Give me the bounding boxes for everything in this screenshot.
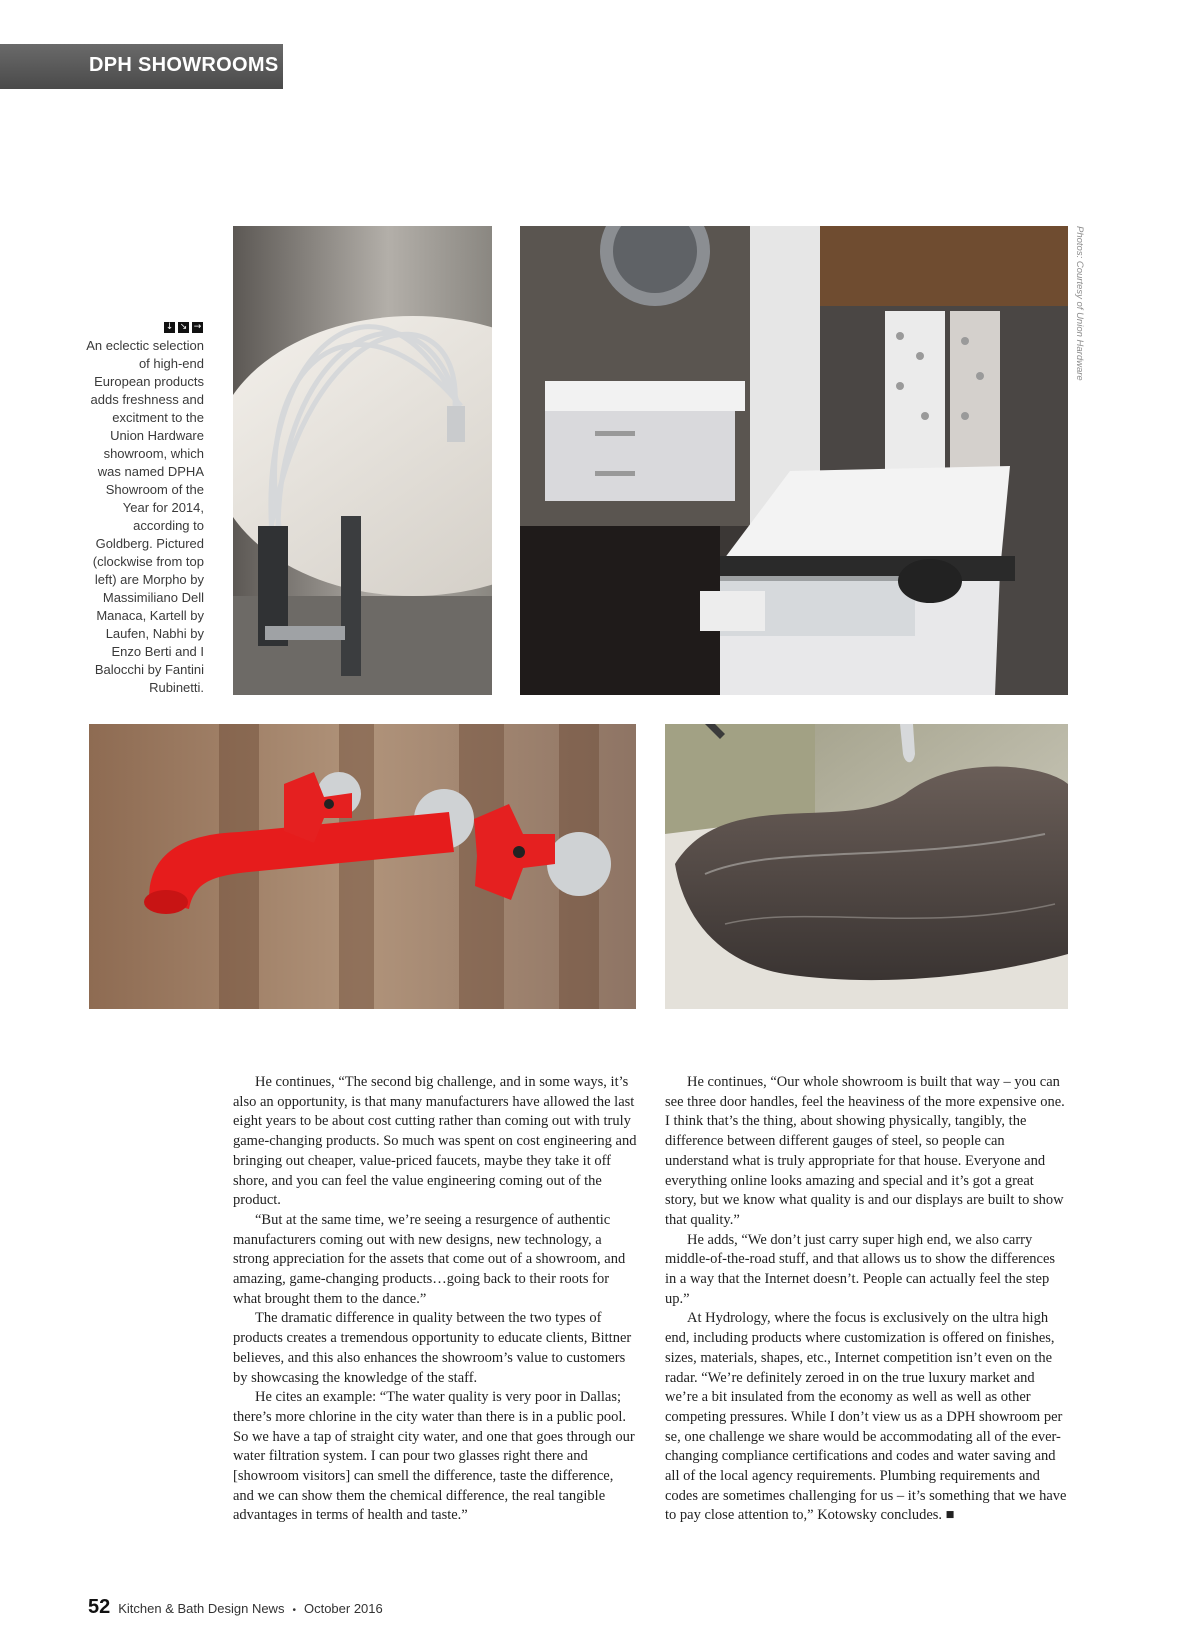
photo-credit xyxy=(1068,226,1090,426)
marble-sink-photo xyxy=(665,724,1068,1009)
section-title: DPH SHOWROOMS xyxy=(89,54,279,76)
article-paragraph: “But at the same time, we’re seeing a resurgence of authentic manufacturers coming out with new designs, new technology, a strong appreciation for the assets that come out of a showroom, and amazing, game-changing products…going back to their roots for what brought them to the dance.” xyxy=(233,1211,626,1307)
issue-date: October 2016 xyxy=(303,1601,383,1616)
article-paragraph: At Hydrology, where the focus is exclusively on the ultra high end, including products where customization is offered on finishes, sizes, materials, shapes, etc., Internet competition isn’t even on the radar. “We’re definitely zeroed in on the true luxury market and we’re a bit insulated from the economy as well as well as other competing pressures. While I don’t view us as a DPH showroom per se, one challenge we share would be accommodating all of the ever-changing compliance certifications and codes and water saving and all of the local agency requirements. Plumbing requirements and codes are sometimes challenging for us – it’s something that we have to pay close attention to,” Kotowsky concludes. ■ xyxy=(665,1310,1067,1524)
article-paragraph: He adds, “We don’t just carry super high end, we also carry middle-of-the-road stuff, and that allows us to show the differences in a way that the Internet doesn’t. People can actually feel the step up.” xyxy=(665,1231,1056,1307)
article-column-left xyxy=(233,1073,637,1526)
arrow-right-icon: → xyxy=(193,322,202,332)
article-paragraph: He continues, “Our whole showroom is built that way – you can see three door handles, feel the heaviness of the more expensive one. I think that’s the thing, about showing physically, tangibly, the difference between different gauges of steel, so people can understand what is truly appropriate for that house. Everyone and everything online looks amazing and special and it’s got a great story, but we know what quality is and our displays are built to show that quality.” xyxy=(665,1074,1065,1228)
publication-name: Kitchen & Bath Design News xyxy=(118,1601,285,1616)
page-footer xyxy=(88,1596,383,1619)
caption-arrows xyxy=(164,322,203,333)
arrow-down-icon: ↓ xyxy=(165,322,174,332)
photo-caption: An eclectic selection of high-end European products adds freshness and excitment to the Union Hardware showroom, which was named DPHA Showroom of the Year for 2014, according to Goldberg. Pictured (clockwise from top left) are Morpho by Massimiliano Dell Manaca, Kartell by Laufen, Nabhi by Enzo Berti and I Balocchi by Fantini Rubinetti. xyxy=(86,338,204,695)
footer-separator: • xyxy=(292,1605,296,1616)
showroom-bathroom-photo xyxy=(520,226,1068,695)
article-column-right xyxy=(665,1073,1069,1526)
section-header-tab xyxy=(0,44,283,89)
article-paragraph: He continues, “The second big challenge, and in some ways, it’s also an opportunity, is that many manufacturers have allowed the last eight years to be about cost cutting rather than coming out with truly game-changing products. So much was spent on cost engineering and bringing out cheaper, value-priced faucets, maybe they take it off shore, and you can feel the value engineering coming out of the product. xyxy=(233,1074,637,1209)
article-paragraph: He cites an example: “The water quality is very poor in Dallas; there’s more chlorine in the city water than there is in a public pool. So we have a tap of straight city water, and one that goes through our water filtration system. I can pour two glasses right there and [showroom visitors] can smell the difference, taste the difference, and we can show them the chemical difference, the real tangible advantages in terms of health and taste.” xyxy=(233,1389,635,1524)
morpho-faucet-photo xyxy=(233,226,492,695)
article-paragraph: The dramatic difference in quality between the two types of products creates a tremendous opportunity to educate clients, Bittner believes, and this also enhances the showroom’s value to customers by showcasing the knowledge of the staff. xyxy=(233,1310,632,1386)
page-number: 52 xyxy=(88,1596,111,1618)
arrow-down-right-icon: ↘ xyxy=(179,322,188,332)
photo-credit-text: Photos: Courtesy of Union Hardware xyxy=(1074,226,1085,381)
red-faucet-photo xyxy=(89,724,636,1009)
